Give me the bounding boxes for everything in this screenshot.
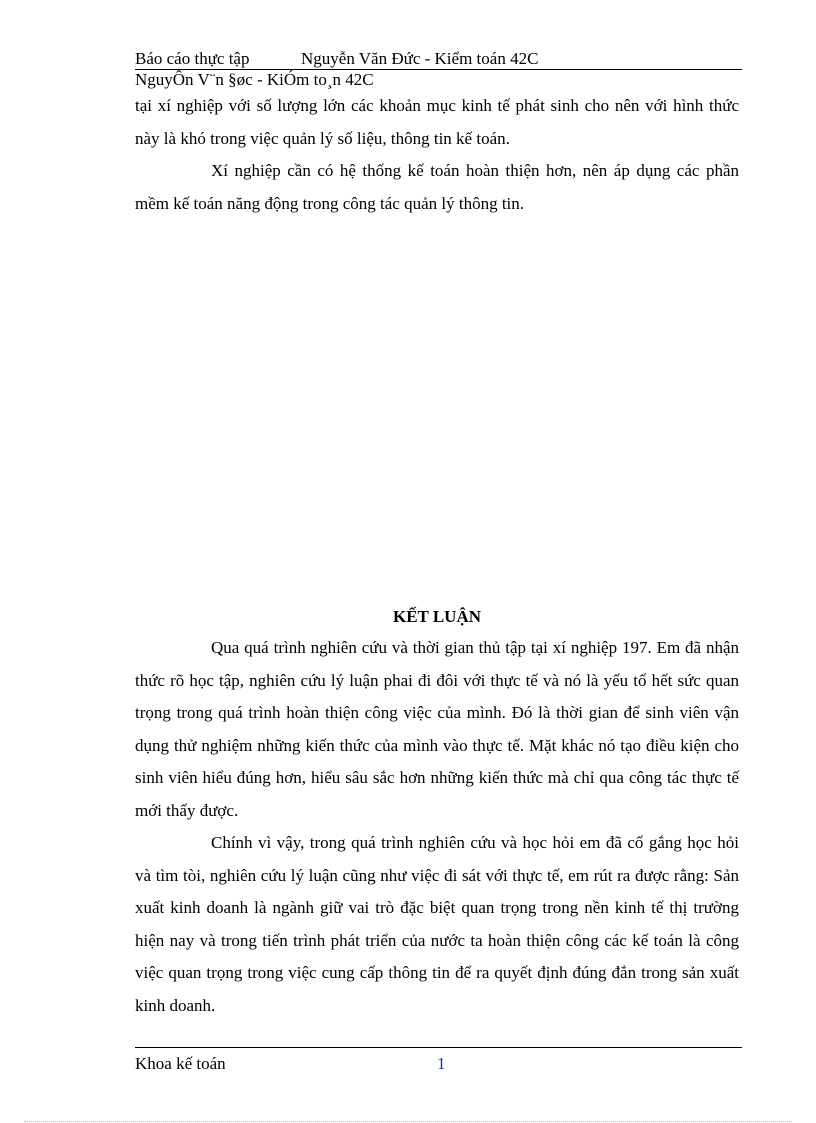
conclusion-title: KẾT LUẬN [392, 607, 481, 626]
page-number: 1 [437, 1054, 446, 1073]
conclusion-text [135, 632, 739, 1022]
garbled-author-line: NguyÔn V¨n §øc - KiÓm to¸n 42C [135, 70, 374, 89]
page-bottom-edge [24, 1121, 792, 1122]
paragraph: Xí nghiệp cần có hệ thống kế toán hoàn thiện hơn, nên áp dụng các phần mềm kế toán năng động trong công tác quản lý thông tin. [135, 161, 739, 213]
header-author: Nguyễn Văn Đức - Kiểm toán 42C [301, 49, 539, 68]
paragraph: Qua quá trình nghiên cứu và thời gian thủ tập tại xí nghiệp 197. Em đã nhận thức rõ học tập, nghiên cứu lý luận phai đi đôi với thực tế và nó là yếu tố hết sức quan trọng trong quá trình hoàn thiện công việc của mình. Đó là thời gian để sinh viên vận dụng thử nghiệm những kiến thức của mình vào thực tế. Mặt khác nó tạo điều kiện cho sinh viên hiểu đúng hơn, hiểu sâu sắc hơn những kiến thức mà chỉ qua công tác thực tế mới thấy được. [135, 638, 739, 820]
footer-department: Khoa kế toán [135, 1054, 226, 1073]
section-1-text [135, 90, 739, 220]
page-header [135, 49, 742, 70]
footer-divider [135, 1047, 742, 1048]
paragraph: Chính vì vậy, trong quá trình nghiên cứu và học hỏi em đã cố gắng học hỏi và tìm tòi, nghiên cứu lý luận cũng như việc đi sát với thực tế, em rút ra được rằng: Sản xuất kinh doanh là ngành giữ vai trò đặc biệt quan trọng trong nền kinh tế thị trường hiện nay và trong tiến trình phát triển của nước ta hoàn thiện công các kế toán là công việc quan trọng trong việc cung cấp thông tin để ra quyết định đúng đắn trong sản xuất kinh doanh. [135, 833, 739, 1015]
paragraph: tại xí nghiệp với số lượng lớn các khoản mục kinh tế phát sinh cho nên với hình thức này là khó trong việc quản lý số liệu, thông tin kế toán. [135, 96, 739, 148]
header-report-title: Báo cáo thực tập [135, 49, 250, 68]
